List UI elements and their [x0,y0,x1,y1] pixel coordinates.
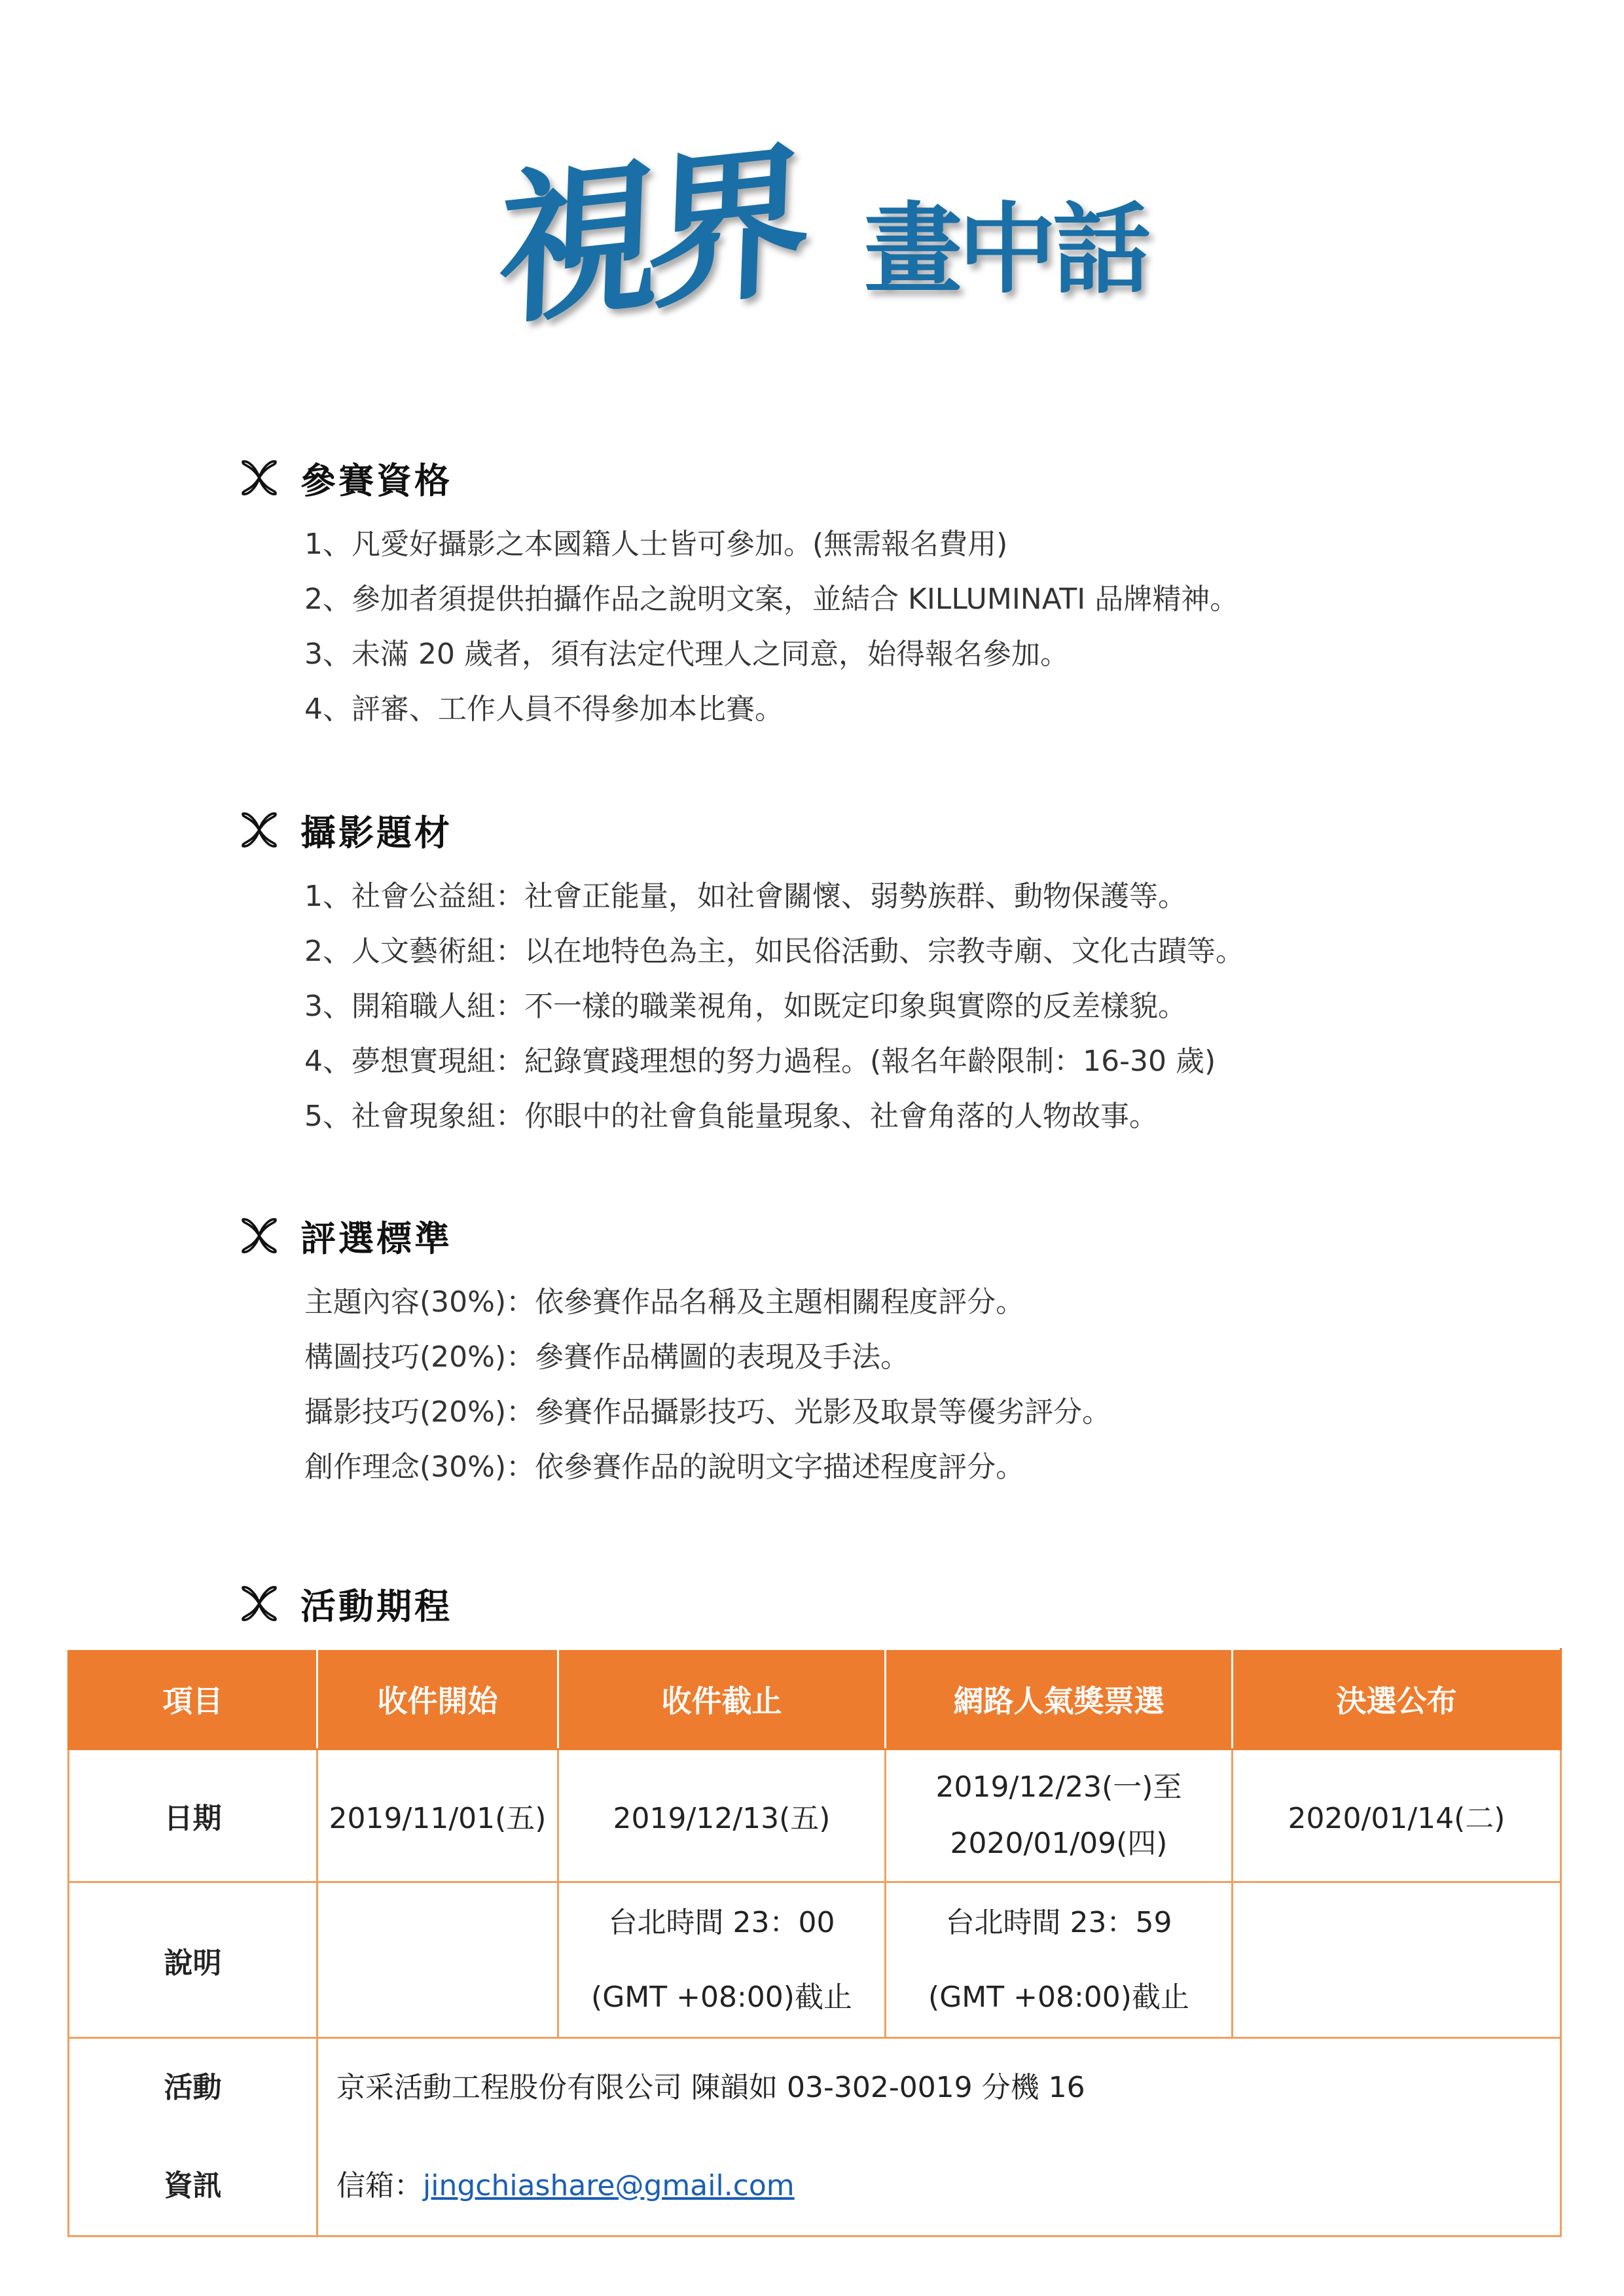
section-criteria [239,1210,1483,1495]
list-item: 3、開箱職人組：不一樣的職業視角，如既定印象與實際的反差樣貌。 [304,990,1187,1023]
column-header: 決選公布 [1233,1649,1561,1749]
date-start-cell: 2019/11/01(五) [317,1749,558,1882]
email-label: 信箱： [336,2169,423,2202]
logo-main-text: 視界 [494,122,801,349]
table-row-date [69,1749,1561,1882]
desc-vote-line2: (GMT +08:00)截止 [928,1980,1189,2014]
list-item: 2、人文藝術組：以在地特色為主，如民俗活動、宗教寺廟、文化古蹟等。 [304,935,1244,968]
contact-text: 京采活動工程股份有限公司 陳韻如 03-302-0019 分機 16 [336,2071,1085,2104]
list-item: 構圖技巧(20%)：參賽作品構圖的表現及手法。 [304,1340,910,1374]
schedule-table [67,1648,1562,2237]
four-leaf-ornament-icon [239,1215,280,1256]
list-item: 1、凡愛好攝影之本國籍人士皆可參加。(無需報名費用) [304,528,1008,561]
section-header [239,804,1483,856]
subjects-list [304,869,1483,1144]
list-item: 4、夢想實現組：紀錄實踐理想的努力過程。(報名年齡限制：16-30 歲) [304,1045,1216,1078]
list-item: 攝影技巧(20%)：參賽作品攝影技巧、光影及取景等優劣評分。 [304,1395,1111,1429]
desc-end-line1: 台北時間 23：00 [608,1905,835,1939]
list-item: 2、參加者須提供拍攝作品之說明文案，並結合 KILLUMINATI 品牌精神。 [304,583,1239,616]
logo-sub-text: 畫中話 [864,192,1147,307]
row-label-info-line1: 活動 [164,2071,222,2104]
row-label-info [69,2038,317,2236]
section-header [239,1210,1483,1262]
date-vote-cell [886,1749,1233,1882]
list-item: 1、社會公益組：社會正能量，如社會關懷、弱勢族群、動物保護等。 [304,880,1187,913]
section-title: 活動期程 [300,1585,452,1627]
logo [494,98,1147,373]
four-leaf-ornament-icon [239,810,280,850]
row-label-date: 日期 [69,1749,317,1882]
section-header [239,452,1483,504]
table-header-row [69,1649,1561,1749]
desc-final-cell [1233,1882,1561,2038]
criteria-list [304,1275,1483,1495]
eligibility-list [304,517,1483,737]
desc-start-cell [317,1882,558,2038]
email-line [336,2137,1553,2235]
desc-end-cell [558,1882,886,2038]
list-item: 4、評審、工作人員不得參加本比賽。 [304,692,784,726]
date-vote-line2: 2020/01/09(四) [950,1827,1168,1860]
date-end-cell: 2019/12/13(五) [558,1749,886,1882]
section-schedule [239,1577,1483,1630]
section-header [239,1577,1483,1630]
date-final-cell: 2020/01/14(二) [1233,1749,1561,1882]
four-leaf-ornament-icon [239,457,280,498]
row-label-info-line2: 資訊 [164,2169,222,2202]
section-title: 參賽資格 [300,459,452,501]
row-label-description: 說明 [69,1882,317,2038]
list-item: 3、未滿 20 歲者，須有法定代理人之同意，始得報名參加。 [304,637,1069,671]
table-row-info [69,2038,1561,2236]
desc-end-line2: (GMT +08:00)截止 [591,1980,852,2014]
list-item: 5、社會現象組：你眼中的社會負能量現象、社會角落的人物故事。 [304,1100,1158,1133]
section-eligibility [239,452,1483,737]
desc-vote-line1: 台北時間 23：59 [945,1905,1172,1939]
list-item: 主題內容(30%)：依參賽作品名稱及主題相關程度評分。 [304,1285,1025,1319]
date-vote-line1: 2019/12/23(一)至 [935,1770,1182,1804]
info-cell [317,2038,1561,2236]
section-title: 攝影題材 [300,812,452,853]
column-header: 項目 [69,1649,317,1749]
column-header: 網路人氣獎票選 [886,1649,1233,1749]
list-item: 創作理念(30%)：依參賽作品的說明文字描述程度評分。 [304,1450,1025,1484]
email-link[interactable]: jingchiashare@gmail.com [423,2169,795,2202]
section-title: 評選標準 [300,1217,452,1259]
column-header: 收件截止 [558,1649,886,1749]
table-row-description [69,1882,1561,2038]
desc-vote-cell [886,1882,1233,2038]
column-header: 收件開始 [317,1649,558,1749]
section-subjects [239,804,1483,1144]
four-leaf-ornament-icon [239,1583,280,1624]
